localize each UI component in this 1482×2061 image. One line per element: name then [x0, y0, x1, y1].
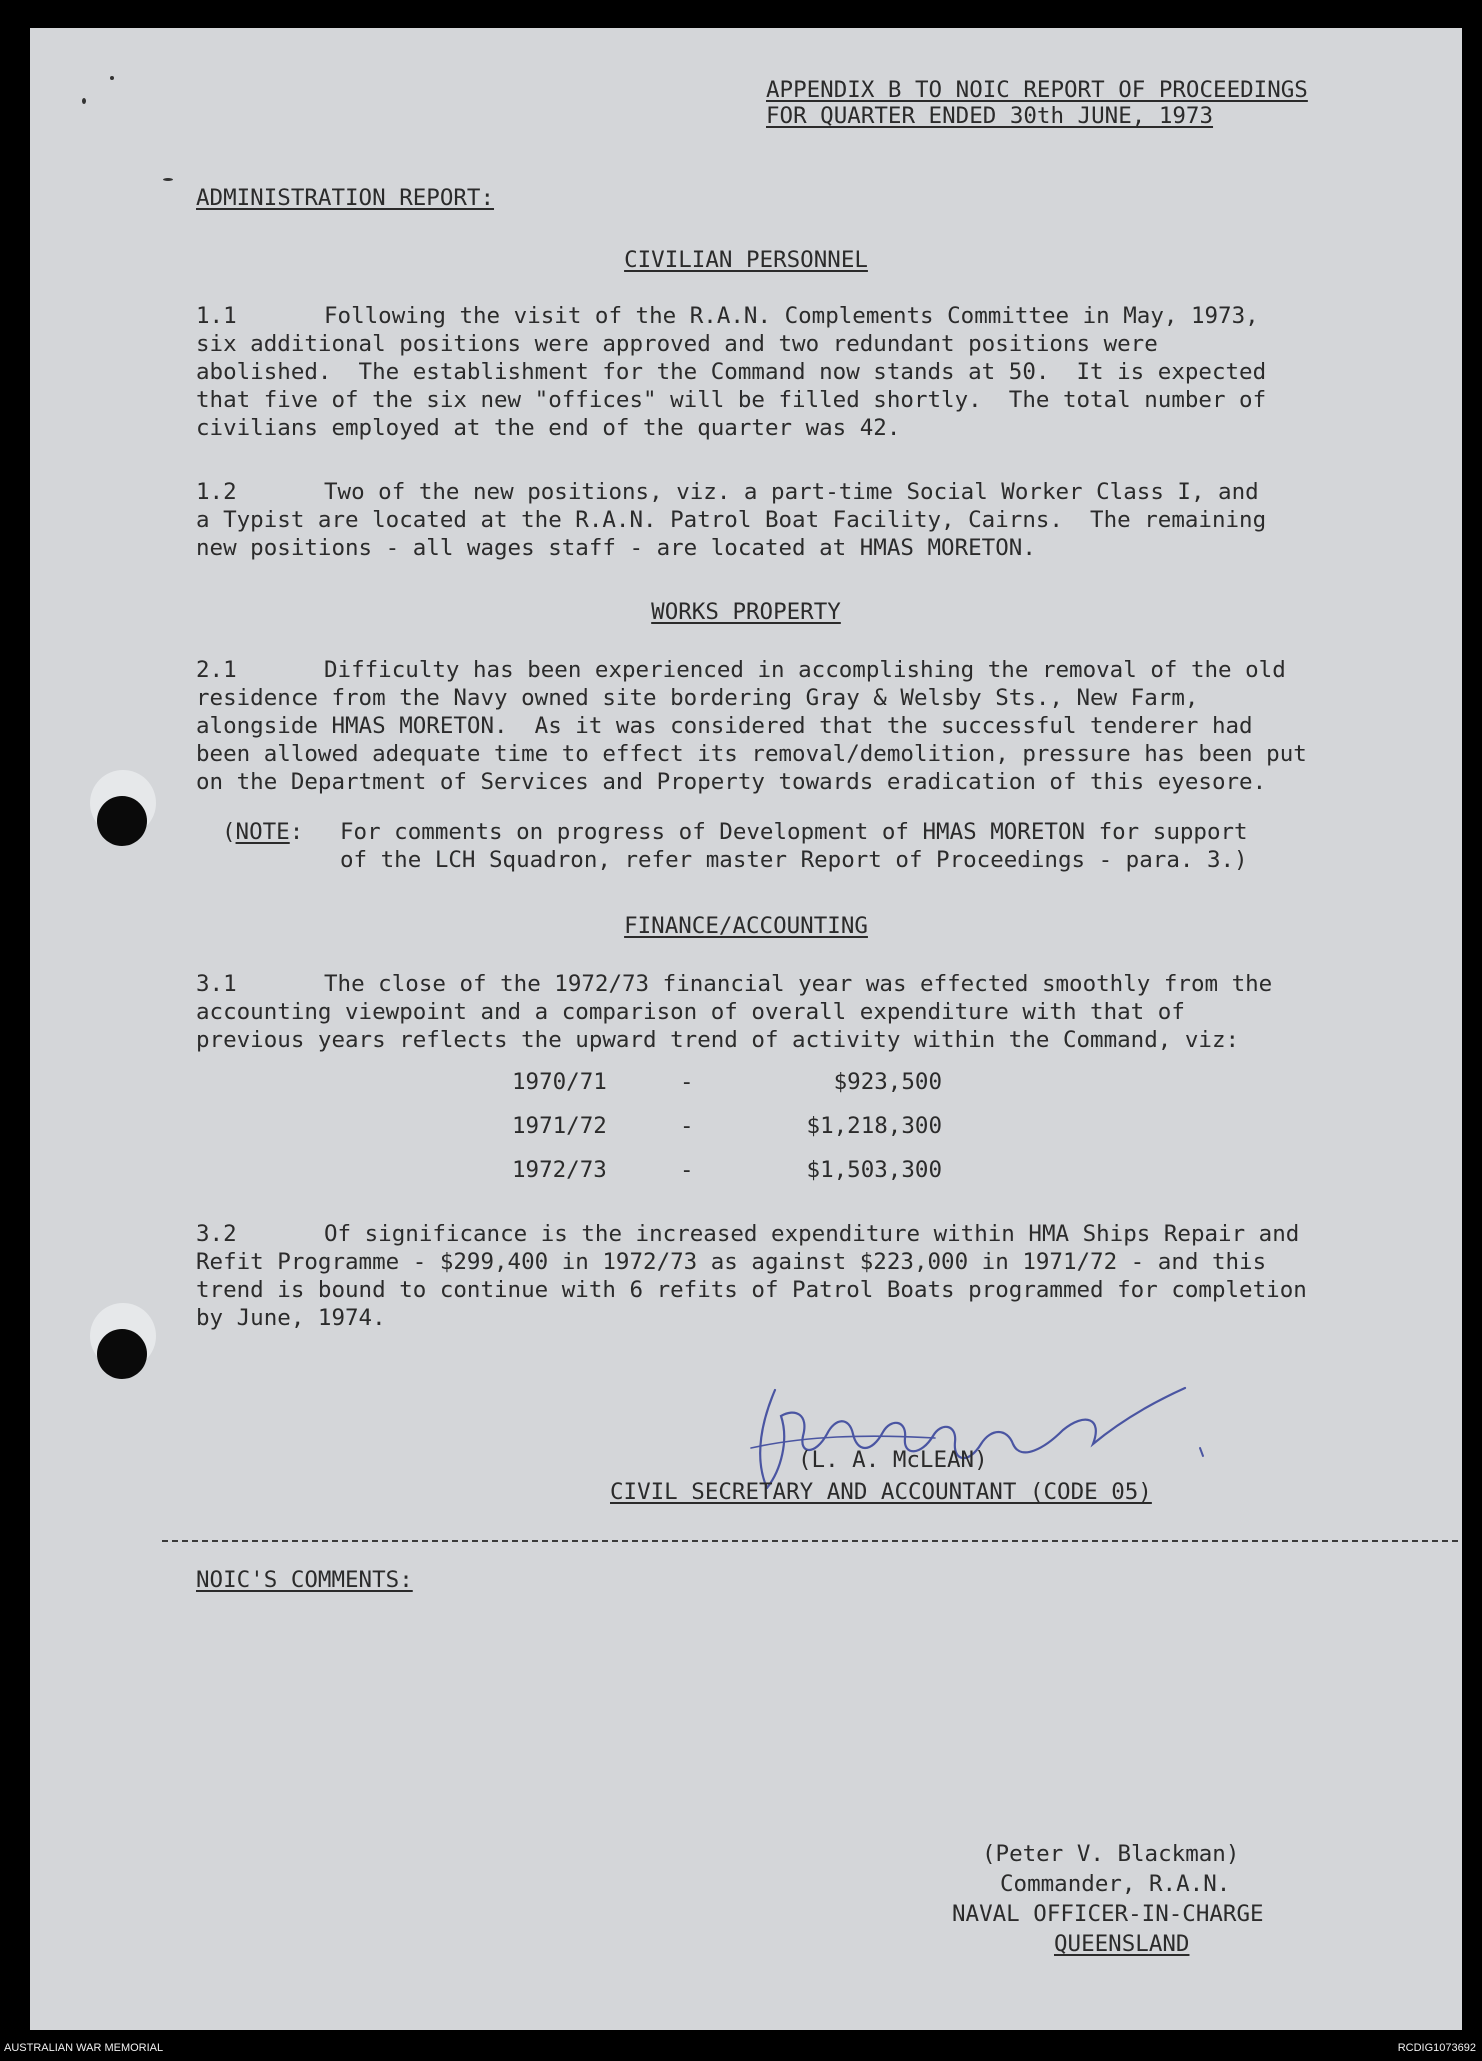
paragraph-line: that five of the six new "offices" will be filled shortly. The total number of [196, 387, 1267, 413]
speck [82, 98, 86, 104]
paragraph-line: abolished. The establishment for the Command now stands at 50. It is expected [196, 359, 1267, 385]
paragraph-line: six additional positions were approved and two redundant positions were [196, 331, 1158, 357]
officer-rank: Commander, R.A.N. [1000, 1871, 1231, 1897]
paragraph-line: residence from the Navy owned site bordering Gray & Welsby Sts., New Farm, [196, 685, 1199, 711]
note-line: For comments on progress of Development of HMAS MORETON for support [340, 819, 1248, 845]
expenditure-year: 1971/72 [512, 1113, 607, 1139]
paragraph-line: been allowed adequate time to effect its removal/demolition, pressure has been put [196, 741, 1307, 767]
document-page [30, 28, 1462, 2030]
officer-role: NAVAL OFFICER-IN-CHARGE [952, 1901, 1264, 1927]
paragraph-line: on the Department of Services and Property towards eradication of this eyesore. [196, 769, 1267, 795]
paragraph-line: Difficulty has been experienced in accomplishing the removal of the old [324, 657, 1286, 683]
paragraph-line: The close of the 1972/73 financial year was effected smoothly from the [324, 971, 1273, 997]
speck [110, 76, 114, 80]
footer-left: AUSTRALIAN WAR MEMORIAL [4, 2042, 164, 2054]
expenditure-amount: $1,218,300 [806, 1113, 942, 1139]
officer-name: (Peter V. Blackman) [982, 1841, 1240, 1867]
section-divider [162, 1540, 1458, 1542]
officer-location: QUEENSLAND [1054, 1931, 1190, 1957]
section-heading-finance-accounting: FINANCE/ACCOUNTING [624, 913, 868, 939]
paragraph-number: 2.1 [196, 657, 237, 683]
header-line-1: APPENDIX B TO NOIC REPORT OF PROCEEDINGS [766, 77, 1308, 103]
paragraph-line: previous years reflects the upward trend of activity within the Command, viz: [196, 1027, 1240, 1053]
note-colon: : [289, 819, 304, 845]
paragraph-line: Of significance is the increased expenditure within HMA Ships Repair and [324, 1221, 1300, 1247]
signatory-name: (L. A. McLEAN) [798, 1447, 988, 1473]
expenditure-dash: - [680, 1113, 694, 1139]
paragraph-line: a Typist are located at the R.A.N. Patrol Boat Facility, Cairns. The remaining [196, 507, 1267, 533]
expenditure-year: 1972/73 [512, 1157, 607, 1183]
punch-hole-top [97, 796, 147, 846]
paragraph-line: trend is bound to continue with 6 refits of Patrol Boats programmed for completion [196, 1277, 1307, 1303]
paragraph-line: new positions - all wages staff - are located at HMAS MORETON. [196, 535, 1036, 561]
signatory-title: CIVIL SECRETARY AND ACCOUNTANT (CODE 05) [610, 1479, 1152, 1505]
punch-hole-bottom [97, 1329, 147, 1379]
expenditure-dash: - [680, 1069, 694, 1095]
section-heading-civilian-personnel: CIVILIAN PERSONNEL [624, 247, 868, 273]
report-title: ADMINISTRATION REPORT: [196, 185, 495, 211]
expenditure-amount: $923,500 [833, 1069, 942, 1095]
comments-label: NOIC'S COMMENTS: [196, 1567, 413, 1593]
paragraph-line: civilians employed at the end of the quarter was 42. [196, 415, 901, 441]
paragraph-line: accounting viewpoint and a comparison of overall expenditure with that of [196, 999, 1185, 1025]
header-line-2: FOR QUARTER ENDED 30th JUNE, 1973 [766, 103, 1214, 129]
paragraph-line: alongside HMAS MORETON. As it was considered that the successful tenderer had [196, 713, 1253, 739]
note-label [222, 818, 303, 847]
speck [163, 178, 173, 181]
section-heading-works-property: WORKS PROPERTY [651, 599, 841, 625]
paragraph-line: Following the visit of the R.A.N. Complements Committee in May, 1973, [324, 303, 1259, 329]
paragraph-number: 3.1 [196, 971, 237, 997]
footer-right: RCDIG1073692 [1397, 2042, 1476, 2054]
paragraph-line: Two of the new positions, viz. a part-time Social Worker Class I, and [324, 479, 1259, 505]
paragraph-line: by June, 1974. [196, 1305, 386, 1331]
paragraph-number: 1.1 [196, 303, 237, 329]
expenditure-amount: $1,503,300 [806, 1157, 942, 1183]
note-open-paren: ( [222, 819, 236, 845]
note-line: of the LCH Squadron, refer master Report of Proceedings - para. 3.) [340, 847, 1248, 873]
expenditure-dash: - [680, 1157, 694, 1183]
paragraph-number: 1.2 [196, 479, 237, 505]
note-label-text: NOTE [235, 819, 290, 845]
paragraph-number: 3.2 [196, 1221, 237, 1247]
expenditure-year: 1970/71 [512, 1069, 607, 1095]
paragraph-line: Refit Programme - $299,400 in 1972/73 as against $223,000 in 1971/72 - and this [196, 1249, 1267, 1275]
